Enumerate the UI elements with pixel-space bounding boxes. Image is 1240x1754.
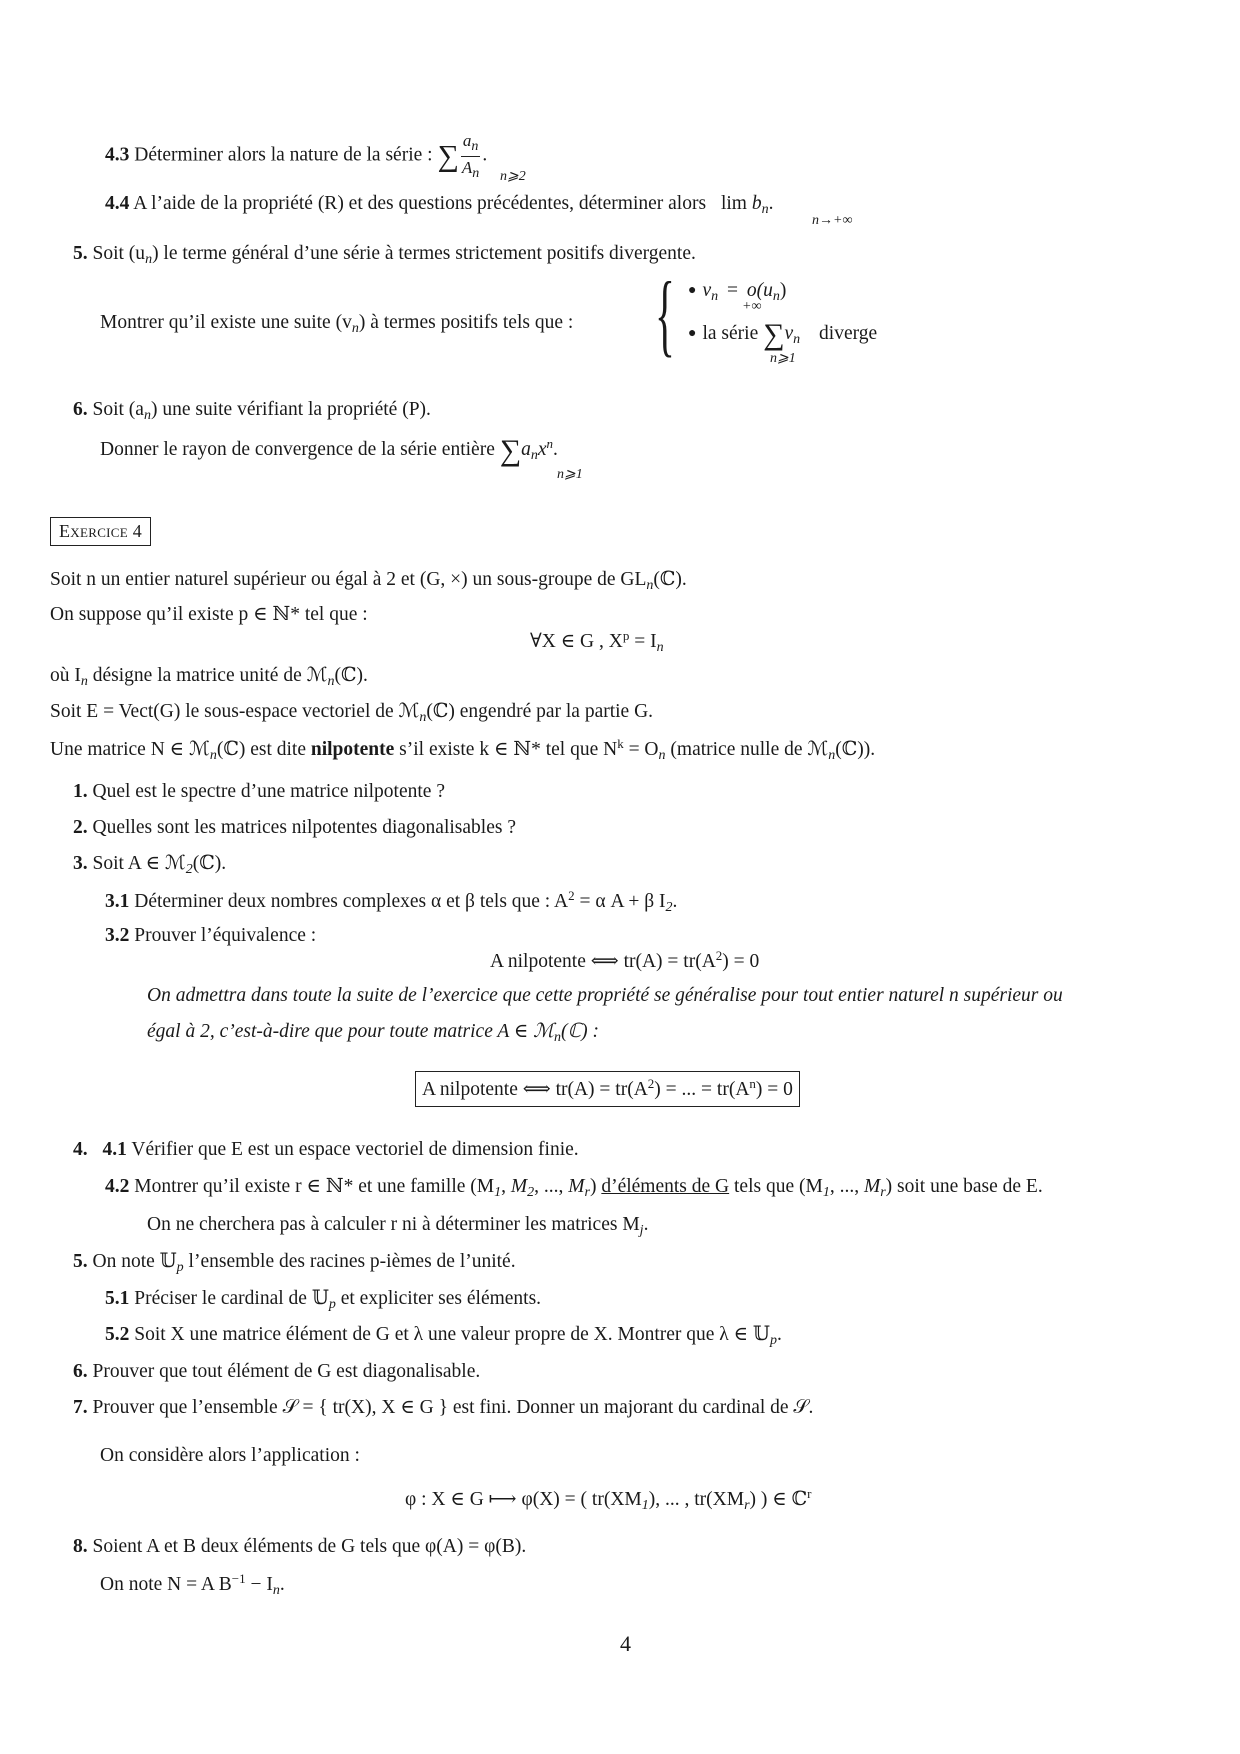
limit-target: b <box>751 193 762 214</box>
question-1 <box>73 780 445 804</box>
question-sub: p <box>769 1333 777 1348</box>
intro4-end: (ℂ) engendré par la partie G. <box>426 701 654 722</box>
question-text: On note 𝕌 <box>92 1251 177 1272</box>
question-number: 3.1 <box>105 891 130 912</box>
question-text-end: (ℂ). <box>192 853 227 874</box>
line-text: Donner le rayon de convergence de la série entière <box>100 439 495 460</box>
line-text-end: ) à termes positifs tels que : <box>358 312 574 333</box>
left-brace: { <box>655 263 675 365</box>
intro4-text: Soit E = Vect(G) le sous-espace vectoriel de ℳ <box>50 701 420 722</box>
series-coef: a <box>521 439 531 460</box>
question-text-end: et expliciter ses éléments. <box>335 1288 542 1309</box>
question-text: Prouver que l’ensemble 𝒮 = { tr(X), X ∈ G } est fini. Donner un majorant du cardinal de 𝒮. <box>92 1397 814 1418</box>
intro-text: Soit n un entier naturel supérieur ou égal à 2 et (G, ×) un sous-groupe de GL <box>50 569 647 590</box>
boxed-theorem <box>415 1071 800 1107</box>
question-text: Soit A ∈ ℳ <box>92 853 186 874</box>
eq-end: ) = 0 <box>722 951 760 972</box>
question-text: Montrer qu’il existe r ∈ ℕ* et une famille (M <box>134 1176 495 1197</box>
series-var: x <box>537 439 547 460</box>
question-number: 3.2 <box>105 925 130 946</box>
question-number: 5.1 <box>105 1288 130 1309</box>
condition-2 <box>688 320 877 350</box>
u-sub: n <box>145 252 153 267</box>
question-5a-line2 <box>100 311 573 338</box>
question-sub: p <box>176 1260 184 1275</box>
question-8 <box>73 1535 526 1559</box>
cond-var: v <box>702 280 712 301</box>
question-4-2: 4.2 Montrer qu’il existe r ∈ ℕ* et une famille ($M_1$, $M_2$, ..., $M_r$) d’éléments de G tels que ($M_1$, ..., $M_r$) soit une base de E. <box>105 1176 1043 1200</box>
frac-denominator: A <box>461 157 473 177</box>
question-text: Soit X une matrice élément de G et λ une valeur propre de X. Montrer que λ ∈ 𝕌 <box>134 1324 770 1345</box>
italic-note-line-2: égal à 2, c’est-à-dire que pour toute matrice A ∈ ℳ$_n$(ℂ) : <box>147 1021 599 1045</box>
formula-text: φ : X ∈ G ⟼ φ(X) = ( tr(XM <box>405 1489 642 1510</box>
question-number: 7. <box>73 1397 88 1418</box>
question-number: 4.3 <box>105 144 130 166</box>
question-2 <box>73 816 516 840</box>
boxed-sup: 2 <box>647 1076 655 1091</box>
intro5-a: Une matrice N ∈ ℳ <box>50 739 210 760</box>
intro5-e: (matrice nulle de ℳ <box>665 739 829 760</box>
line-end: − I <box>245 1574 273 1595</box>
cond2-text: la série <box>702 323 759 344</box>
boxed-sup-n: n <box>749 1076 756 1091</box>
phi-formula: φ : X ∈ G ⟼ φ(X) = ( $tr(XM_1)$, ... , $tr(XM_r)$ ) ∈ ℂ$^r$ <box>405 1486 812 1513</box>
question-sub: p <box>328 1297 336 1312</box>
formula-mid: ), ... , tr(XM <box>648 1489 745 1510</box>
intro-text-end: (ℂ). <box>653 569 687 590</box>
boxed-end: ) = 0 <box>755 1079 793 1100</box>
intro-line-4: Soit E = Vect(G) le sous-espace vectoriel de ℳ$_n$(ℂ) engendré par la partie G. <box>50 701 654 725</box>
question-7-line2: On considère alors l’application : <box>100 1445 360 1466</box>
line-text: On ne cherchera pas à calculer r ni à déterminer les matrices M <box>147 1214 640 1235</box>
intro5-b: (ℂ) est dite <box>216 739 306 760</box>
intro-line-3: où $I_n$ désigne la matrice unité de ℳ$_n$(ℂ). <box>50 665 368 689</box>
bullet-icon: ● <box>688 283 697 298</box>
question-3-1 <box>105 888 677 917</box>
formula-end: = I <box>629 631 657 652</box>
frac-den-sub: n <box>472 165 480 181</box>
lim-subscript: n→+∞ <box>812 213 853 228</box>
formula-sup: r <box>807 1486 812 1501</box>
intro-sub: n <box>646 578 654 593</box>
line-text: Montrer qu’il existe une suite (v <box>100 312 352 333</box>
boxed-text: A nilpotente ⟺ tr(A) = tr(A <box>422 1079 648 1100</box>
question-8-line2 <box>100 1571 285 1600</box>
question-text-end: ) une suite vérifiant la propriété (P). <box>150 399 431 420</box>
line-text: On note N = A B <box>100 1574 232 1595</box>
question-5a <box>73 242 696 269</box>
question-number: 5. <box>73 243 88 264</box>
question-text: Soit (u <box>92 243 146 264</box>
centered-formula-1: ∀X ∈ G , $X^p = I_n$ <box>530 628 664 655</box>
question-number: 1. <box>73 781 88 802</box>
question-text-end: l’ensemble des racines p-ièmes de l’unité. <box>183 1251 516 1272</box>
question-5-1 <box>105 1287 541 1314</box>
frac-num-sub: n <box>471 139 479 154</box>
cond-eq: = <box>727 280 738 301</box>
question-text: Prouver l’équivalence : <box>134 925 317 946</box>
question-6 <box>73 1360 480 1384</box>
line-sup: −1 <box>231 1571 246 1586</box>
equivalence-formula <box>490 948 759 974</box>
boxed-mid: ) = ... = tr(A <box>654 1079 750 1100</box>
cond2-var-sub: n <box>793 332 801 347</box>
a-sub: n <box>143 408 151 423</box>
question-number: 5.2 <box>105 1324 130 1345</box>
question-6a <box>73 398 431 425</box>
cond-var-sub: n <box>711 289 719 304</box>
intro3-end: (ℂ). <box>334 665 368 686</box>
question-number: 8. <box>73 1536 88 1557</box>
note-text: égal à 2, c’est-à-dire que pour toute matrice A ∈ ℳ <box>147 1021 554 1042</box>
cond-rhs: o(u <box>746 280 773 301</box>
question-sub: 2 <box>185 862 193 877</box>
formula-end: ) ) ∈ ℂ <box>749 1489 808 1510</box>
sum-symbol: ∑ <box>499 434 522 467</box>
cond-rhs-sub: n <box>772 289 780 304</box>
question-text-end: ) le terme général d’une série à termes strictement positifs divergente. <box>152 243 696 264</box>
intro5-sup: k <box>617 736 624 751</box>
question-dot: . <box>672 891 678 912</box>
question-3-2 <box>105 924 316 948</box>
question-text: Soient A et B deux éléments de G tels que φ(A) = φ(B). <box>92 1536 527 1557</box>
sum-index: n⩾2 <box>500 169 526 184</box>
question-text-end: ) soit une base de E. <box>885 1176 1043 1197</box>
intro-line-1 <box>50 568 687 595</box>
question-4-3: 4.3 Déterminer alors la nature de la série : ∑ $\frac{a_n}{A_n}$ . <box>105 131 488 181</box>
question-4 <box>73 1138 579 1162</box>
lim-operator: lim <box>720 193 747 214</box>
intro5-d: = O <box>623 739 659 760</box>
question-text: Soit (a <box>92 399 144 420</box>
underlined-text: d’éléments de G <box>601 1176 730 1197</box>
intro3-mid: désigne la matrice unité de ℳ <box>87 665 328 686</box>
question-text: Quelles sont les matrices nilpotentes diagonalisables ? <box>92 817 516 838</box>
intro5-c: s’il existe k ∈ ℕ* tel que N <box>399 739 618 760</box>
question-5 <box>73 1250 516 1277</box>
intro5-f: (ℂ)). <box>835 739 876 760</box>
question-text-end: = α A + β I <box>574 891 666 912</box>
question-number: 4.2 <box>105 1176 130 1197</box>
eq-sup: 2 <box>715 948 723 963</box>
frac-numerator: a <box>462 131 472 150</box>
cond2-index: n⩾1 <box>770 351 796 366</box>
line-sub: n <box>272 1583 280 1598</box>
question-number: 5. <box>73 1251 88 1272</box>
italic-note-line-1: On admettra dans toute la suite de l’exercice que cette propriété se généralise pour tout entier naturel n supérieur ou <box>147 985 1063 1006</box>
sum-symbol: ∑ <box>437 139 459 173</box>
cond-rhs-end: ) <box>779 280 787 301</box>
limit-target-sub: n <box>761 202 769 217</box>
question-sub: 2 <box>665 900 673 915</box>
cond2-var: v <box>784 323 794 344</box>
cond1-subscript: +∞ <box>742 299 762 314</box>
question-4-2-line2: On ne cherchera pas à calculer r ni à déterminer les matrices $M_j$. <box>147 1214 649 1238</box>
question-number: 4. <box>73 1139 88 1160</box>
question-text: Prouver que tout élément de G est diagonalisable. <box>92 1361 481 1382</box>
line-dot: . <box>279 1574 285 1595</box>
line-sub: j <box>639 1223 644 1238</box>
question-6a-line2: Donner le rayon de convergence de la série entière $\sum a_nx^n$. <box>100 434 558 467</box>
cond2-end: diverge <box>819 323 878 344</box>
question-text: Préciser le cardinal de 𝕌 <box>134 1288 329 1309</box>
question-number: 4.4 <box>105 193 130 214</box>
question-number: 6. <box>73 399 88 420</box>
formula-sup: p <box>622 628 630 643</box>
question-text: Déterminer deux nombres complexes α et β tels que : A <box>134 891 569 912</box>
sum-symbol: ∑ <box>763 318 785 351</box>
intro-line-5: Une matrice N ∈ ℳ$_n$(ℂ) est dite nilpotente s’il existe k ∈ ℕ* tel que $N^k = O_n$ (matrice nulle de ℳ$_n$(ℂ)). <box>50 736 876 763</box>
page-number: 4 <box>620 1631 631 1656</box>
question-4-4: 4.4 A l’aide de la propriété (R) et des questions précédentes, déterminer alors $\lim b_n$. <box>105 193 774 217</box>
question-text: Déterminer alors la nature de la série : <box>134 144 433 166</box>
intro-line-2: On suppose qu’il existe p ∈ ℕ* tel que : <box>50 604 368 625</box>
question-3 <box>73 852 226 879</box>
question-dot: . <box>776 1324 782 1345</box>
question-5-2 <box>105 1323 782 1350</box>
question-number: 3. <box>73 853 88 874</box>
subquestion-number: 4.1 <box>102 1139 127 1160</box>
question-number: 2. <box>73 817 88 838</box>
eq-text: A nilpotente ⟺ tr(A) = tr(A <box>490 951 716 972</box>
v-sub: n <box>351 321 359 336</box>
question-sup: 2 <box>568 888 575 903</box>
nilpotente-term: nilpotente <box>310 739 395 760</box>
series-exp: n <box>546 436 554 451</box>
question-text-mid: tels que (M <box>734 1176 823 1197</box>
formula-text: ∀X ∈ G , X <box>530 631 623 652</box>
question-text: Vérifier que E est un espace vectoriel de dimension finie. <box>131 1139 579 1160</box>
question-text: A l’aide de la propriété (R) et des questions précédentes, déterminer alors <box>133 193 707 214</box>
question-7 <box>73 1396 813 1420</box>
bullet-icon: ● <box>688 326 697 341</box>
series-coef-sub: n <box>530 448 538 463</box>
exercise-title: Exercice 4 <box>50 517 151 546</box>
fraction <box>461 130 481 182</box>
question-text: Quel est le spectre d’une matrice nilpotente ? <box>92 781 445 802</box>
note-end: (ℂ) : <box>560 1021 599 1042</box>
condition-1 <box>688 279 786 306</box>
question-number: 6. <box>73 1361 88 1382</box>
intro3-text: où I <box>50 665 81 686</box>
series-index: n⩾1 <box>557 467 583 482</box>
